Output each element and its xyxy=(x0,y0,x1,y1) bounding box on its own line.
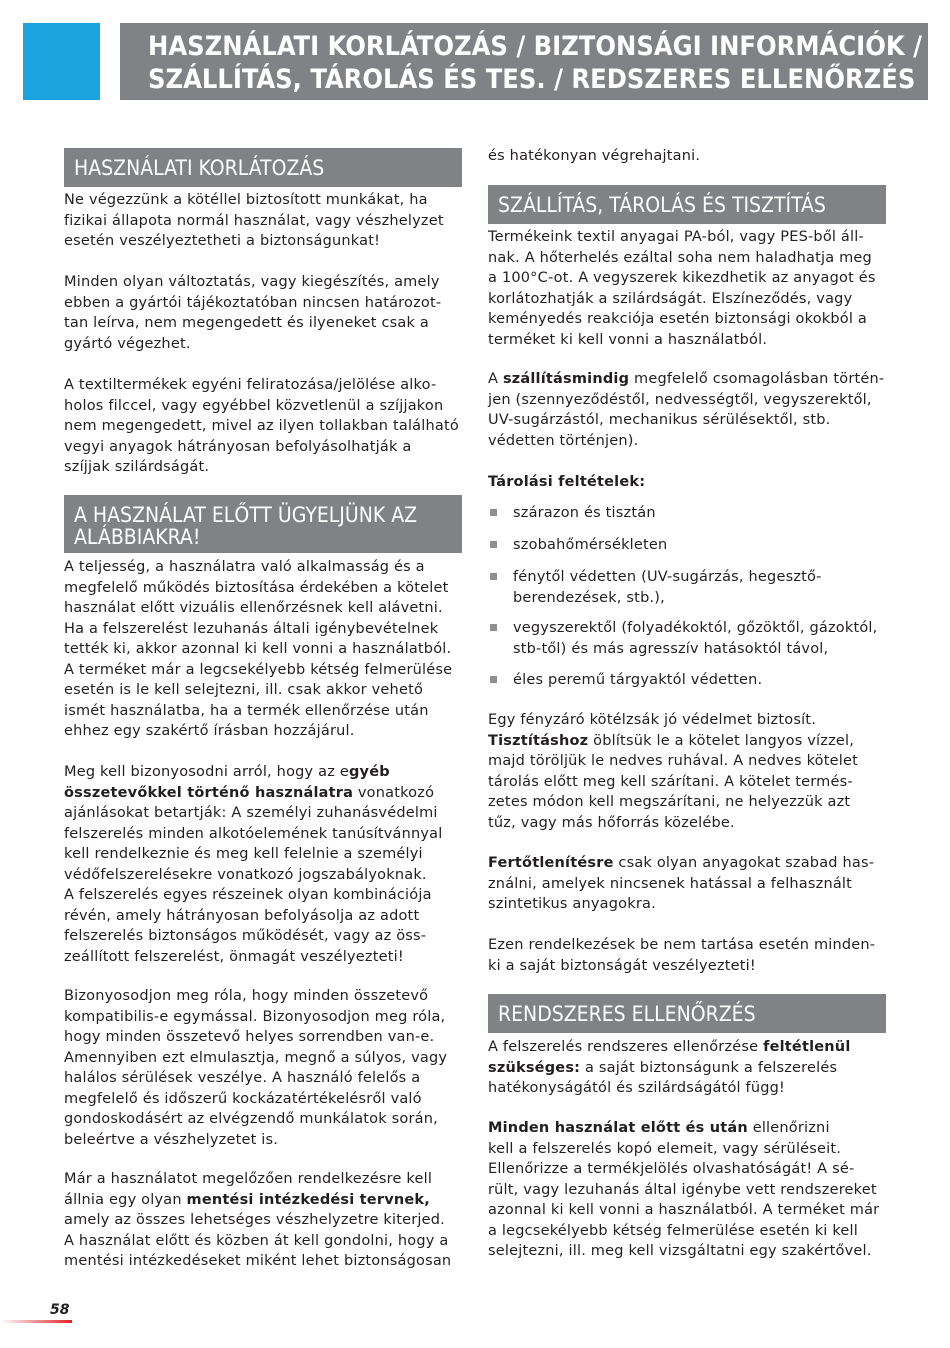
footer-accent-line xyxy=(0,1320,72,1323)
text-run: A felszerelés rendszeres ellenőrzése xyxy=(488,1039,764,1055)
text-line: esetén veszélyeztetheti a biztonságunkat! xyxy=(64,233,381,249)
text-line: terméket ki kell vonni a használatból. xyxy=(488,331,768,348)
section-heading-before-use xyxy=(64,495,462,553)
text-line: szárazon és tisztán xyxy=(513,505,656,521)
text-line: a legcsekélyebb kétség felmerülése esetén ki kell xyxy=(488,1222,858,1239)
text-run-bold: Tárolási feltételek: xyxy=(488,474,646,490)
text-line: A használat előtt és közben át kell gondolni, hogy a xyxy=(64,1232,449,1249)
text-line: keményedés reakciója esetén biztonsági okokból a xyxy=(488,311,867,327)
bullet-square-icon xyxy=(490,676,497,683)
text-line: esetén is le kell selejtezni, ill. csak akkor vehető xyxy=(64,682,424,698)
paragraph-usage-1 xyxy=(64,190,444,252)
text-line: jen (szennyeződéstől, nedvességtől, vegyszerektől, xyxy=(488,391,872,408)
section-heading-usage-limits xyxy=(64,148,462,187)
text-line xyxy=(488,1037,851,1058)
text-line: zetes módon kell megszárítani, ne helyezzük azt xyxy=(488,794,851,810)
text-line: Ne végezzünk a kötéllel biztosított munkákat, ha xyxy=(64,192,428,208)
text-line: védetten történjen). xyxy=(488,432,639,449)
text-line xyxy=(488,1058,851,1079)
section-heading-transport-storage xyxy=(488,185,886,224)
text-line: hatékonyságától és szilárdságától függ! xyxy=(488,1080,786,1096)
text-line: gondoskodásért az elvégzendő munkálatok során, xyxy=(64,1111,438,1127)
text-line: mentési intézkedéseket miként lehet biztonságosan xyxy=(64,1253,452,1269)
text-line: berendezések, stb.), xyxy=(513,589,665,606)
bullet-square-icon xyxy=(490,624,497,631)
list-item xyxy=(488,618,877,659)
paragraph-usage-2 xyxy=(64,272,441,354)
text-line: nak. A hőterhelés ezáltal soha nem haladhatja meg xyxy=(488,249,872,266)
text-line: A textiltermékek egyéni feliratozása/jelölése alko- xyxy=(64,377,437,393)
text-line xyxy=(488,853,874,874)
text-line: szintetikus anyagokra. xyxy=(488,896,656,912)
text-run: Meg kell bizonyosodni arról, hogy az e xyxy=(64,764,349,780)
text-line xyxy=(488,731,858,752)
page-title-line-1: HASZNÁLATI KORLÁTOZÁS / BIZTONSÁGI INFORMÁCIÓK / xyxy=(148,31,922,62)
text-line: felszerelés minden alkotóelemének tanúsítvánnyal xyxy=(64,825,443,842)
text-line: Bizonyosodjon meg róla, hogy minden összetevő xyxy=(64,988,429,1004)
text-line: A felszerelés egyes részeinek olyan kombinációja xyxy=(64,887,432,903)
text-line: A terméket már a legcsekélyebb kétség felmerülése xyxy=(64,661,453,678)
page-title-line-2: SZÁLLÍTÁS, TÁROLÁS ÉS TES. / REDSZERES ELLENŐRZÉS xyxy=(148,64,916,95)
text-run-bold: Minden használat előtt és után xyxy=(488,1120,748,1136)
text-line: fizikai állapota normál használat, vagy vészhelyzet xyxy=(64,212,444,229)
text-run-bold: Tisztításhoz xyxy=(488,732,589,749)
text-run-bold: gyéb xyxy=(348,764,390,780)
text-line: kompatibilis-e egymással. Bizonyosodjon meg róla, xyxy=(64,1008,446,1025)
text-line: beleértve a vészhelyzetet is. xyxy=(64,1131,279,1148)
text-line: ehhez egy szakértő írásban hozzájárul. xyxy=(64,723,355,739)
text-line: vegyszerektől (folyadékoktól, gőzöktől, gázoktól, xyxy=(513,620,878,636)
text-line: vegyi anyagok hátrányosan befolyásolhatják a xyxy=(64,438,412,455)
paragraph-continued xyxy=(488,146,700,167)
text-line: Ezen rendelkezések be nem tartása esetén minden- xyxy=(488,937,876,953)
text-line: kell a felszerelés kopó elemeit, vagy sérüléseit. xyxy=(488,1140,842,1157)
text-line: tűz, vagy más hőforrás közelébe. xyxy=(488,814,735,831)
text-line: rült, vagy lezuhanás által igénybe vett rendszereket xyxy=(488,1181,877,1198)
text-line: kell rendelkeznie és meg kell felelnie a személyi xyxy=(64,846,423,862)
paragraph-inspection-1 xyxy=(488,1037,851,1099)
text-run-bold: mentési intézkedési tervnek, xyxy=(186,1191,430,1208)
text-line xyxy=(488,1118,879,1139)
text-run: csak olyan anyagokat szabad has- xyxy=(613,855,875,871)
storage-conditions-heading xyxy=(488,472,645,493)
text-line: Már a használatot megelőzően rendelkezésre kell xyxy=(64,1171,433,1187)
paragraph-before-use-4 xyxy=(64,1169,451,1272)
text-line: Amennyiben ezt elmulasztja, megnő a súlyos, vagy xyxy=(64,1049,448,1066)
paragraph-before-use-2 xyxy=(64,762,443,967)
section-heading-text: A HASZNÁLAT ELŐTT ÜGYELJÜNK AZ xyxy=(74,503,418,527)
text-line: révén, amely hátrányosan befolyásolja az adott xyxy=(64,907,420,924)
text-line xyxy=(64,762,443,783)
text-line: ismét használatba, ha a termék ellenőrzése után xyxy=(64,702,429,719)
text-run: A xyxy=(488,371,503,387)
text-line: használat előtt vizuális ellenőrzésnek kell alávetni. xyxy=(64,600,443,616)
text-line: fénytől védetten (UV-sugárzás, hegesztő- xyxy=(513,569,822,585)
text-line: megfelelő működés biztosítása érdekében a kötelet xyxy=(64,579,449,596)
section-heading-text: SZÁLLÍTÁS, TÁROLÁS ÉS TISZTÍTÁS xyxy=(498,193,826,217)
text-line: Egy fényzáró kötélzsák jó védelmet biztosít. xyxy=(488,712,816,728)
text-run-bold: Fertőtlenítésre xyxy=(488,855,614,871)
text-run-bold: szükséges: xyxy=(488,1059,581,1076)
text-line: és hatékonyan végrehajtani. xyxy=(488,148,701,164)
text-line: Minden olyan változtatás, vagy kiegészítés, amely xyxy=(64,274,440,290)
bullet-square-icon xyxy=(490,541,497,548)
paragraph-before-use-1 xyxy=(64,557,452,742)
bullet-square-icon xyxy=(490,509,497,516)
text-line: a 100°C-ot. A vegyszerek kikezdhetik az anyagot és xyxy=(488,270,876,286)
text-run-bold: feltétlenül xyxy=(763,1039,851,1055)
paragraph-disinfection xyxy=(488,853,874,915)
text-line: felszerelés biztonságos működését, vagy az öss- xyxy=(64,928,427,944)
text-run: megfelelő csomagolásban történ- xyxy=(629,371,885,387)
text-run: öblítsük le a kötelet langyos vízzel, xyxy=(588,732,855,749)
text-line: ebben a gyártói tájékoztatóban nincsen határozot- xyxy=(64,294,442,311)
text-line: hogy minden összetevő helyes sorrendben van-e. xyxy=(64,1029,435,1045)
text-line: ajánlásokat betartják: A személyi zuhanásvédelmi xyxy=(64,805,438,821)
paragraph-cleaning xyxy=(488,710,858,833)
text-line: megfelelő és időszerű kockázatértékelésről való xyxy=(64,1090,422,1107)
text-line: UV-sugárzástól, mechanikus sérülésektől, stb. xyxy=(488,412,831,428)
list-item xyxy=(488,670,762,691)
accent-square xyxy=(23,23,100,100)
text-line: tárolás előtt meg kell szárítani. A kötelet termés- xyxy=(488,773,853,790)
text-line: tették ki, akkor azonnal ki kell vonni a használatból. xyxy=(64,641,452,657)
text-line: gyártó végezhet. xyxy=(64,335,191,352)
page-number: 58 xyxy=(50,1302,70,1318)
section-heading-text: RENDSZERES ELLENŐRZÉS xyxy=(498,1002,756,1026)
text-line: szobahőmérsékleten xyxy=(513,537,668,553)
paragraph-warning xyxy=(488,935,875,976)
text-run: ellenőrizni xyxy=(747,1120,830,1136)
text-line: Termékeink textil anyagai PA-ból, vagy PES-ből áll- xyxy=(488,229,864,245)
section-heading-text: HASZNÁLATI KORLÁTOZÁS xyxy=(74,156,325,180)
text-line: stb-től) és más agresszív hatásoktól távol, xyxy=(513,640,829,657)
text-line: védőfelszerelésekre vonatkozó jogszabályoknak. xyxy=(64,866,427,883)
list-item xyxy=(488,567,822,608)
text-line: selejtezni, ill. meg kell vizsgáltatni egy szakértővel. xyxy=(488,1243,872,1259)
text-line: éles peremű tárgyaktól védetten. xyxy=(513,672,763,688)
text-line: korlátozhatják a szilárdságát. Elszíneződés, vagy xyxy=(488,290,853,307)
text-line: Ha a felszerelést lezuhanás általi igénybevételnek xyxy=(64,620,439,637)
text-line: halálos sérülések veszélye. A használó felelős a xyxy=(64,1070,421,1086)
text-line: Ellenőrizze a termékjelölés olvashatóságát! A sé- xyxy=(488,1161,855,1177)
text-line: ki a saját biztonságát veszélyezteti! xyxy=(488,957,756,974)
paragraph-materials xyxy=(488,227,876,350)
paragraph-transport xyxy=(488,369,884,451)
list-item xyxy=(488,535,667,556)
text-line: zeállított felszerelést, önmagát veszélyezteti! xyxy=(64,948,404,965)
paragraph-before-use-3 xyxy=(64,986,447,1150)
paragraph-usage-3 xyxy=(64,375,459,478)
text-line: amely az összes lehetséges vészhelyzetre kiterjed. xyxy=(64,1212,445,1228)
text-run-bold: összetevőkkel történő használatra xyxy=(64,784,354,801)
text-line xyxy=(64,1190,451,1211)
text-run: a saját biztonságunk a felszerelés xyxy=(580,1059,838,1076)
section-heading-text: ALÁBBIAKRA! xyxy=(74,525,201,549)
text-line xyxy=(64,783,443,804)
section-heading-regular-inspection xyxy=(488,994,886,1033)
text-line: azonnal ki kell vonni a használatból. A terméket már xyxy=(488,1202,880,1218)
text-run-bold: szállításmindig xyxy=(502,371,630,387)
text-line: holos filccel, vagy egyébbel közvetlenül a szíjjakon xyxy=(64,397,444,414)
text-line: szíjjak szilárdságát. xyxy=(64,459,210,475)
text-line: nem megengedett, mivel az ilyen tollakban található xyxy=(64,418,459,434)
text-line xyxy=(488,369,884,390)
text-line: tan leírva, nem megengedett és ilyeneket csak a xyxy=(64,315,429,331)
list-item xyxy=(488,503,656,524)
text-run: állnia egy olyan xyxy=(64,1191,187,1208)
text-run: vonatkozó xyxy=(353,784,435,801)
text-line: majd töröljük le nedves ruhával. A nedves kötelet xyxy=(488,753,858,769)
page-title xyxy=(120,23,928,100)
paragraph-inspection-2 xyxy=(488,1118,879,1262)
bullet-square-icon xyxy=(490,573,497,580)
text-line: ználni, amelyek nincsenek hatással a felhasznált xyxy=(488,875,853,892)
text-line: A teljesség, a használatra való alkalmasság és a xyxy=(64,559,425,575)
